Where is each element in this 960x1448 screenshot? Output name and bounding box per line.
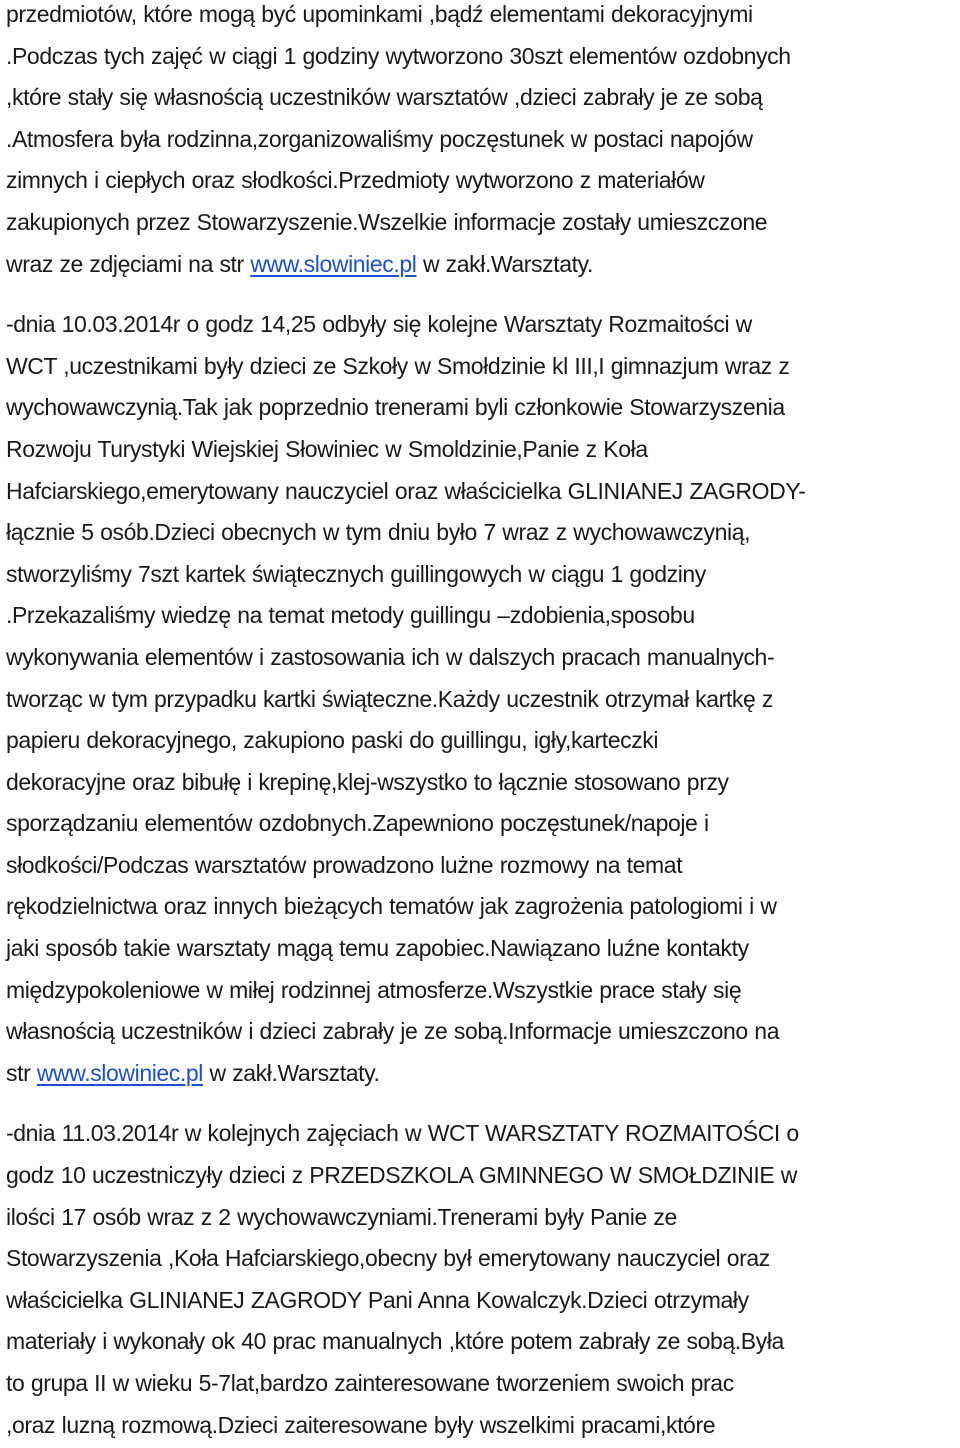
- text-line: zimnych i ciepłych oraz słodkości.Przedmioty wytworzono z materiałów: [6, 167, 705, 194]
- paragraph-workshop-11-03: [6, 1113, 956, 1446]
- text-line: słodkości/Podczas warsztatów prowadzono lużne rozmowy na temat: [6, 851, 683, 878]
- text-fragment: w zakł.Warsztaty.: [416, 250, 594, 277]
- text-line: wychowawczynią.Tak jak poprzednio trenerami byli członkowie Stowarzyszenia: [6, 394, 785, 421]
- text-fragment: str: [6, 1059, 37, 1086]
- text-line: Rozwoju Turystyki Wiejskiej Słowiniec w Smoldzinie,Panie z Koła: [6, 435, 648, 462]
- text-line: międzypokoleniowe w miłej rodzinnej atmosferze.Wszystkie prace stały się: [6, 976, 742, 1003]
- text-line: papieru dekoracyjnego, zakupiono paski do guillingu, igły,karteczki: [6, 727, 659, 754]
- text-line: ilości 17 osób wraz z 2 wychowawczyniami.Trenerami były Panie ze: [6, 1203, 677, 1230]
- text-line: Stowarzyszenia ,Koła Hafciarskiego,obecny był emerytowany nauczyciel oraz: [6, 1245, 770, 1272]
- text-line: własnością uczestników i dzieci zabrały je ze sobą.Informacje umieszczono na: [6, 1018, 780, 1045]
- text-line: Hafciarskiego,emerytowany nauczyciel oraz właścicielka GLINIANEJ ZAGRODY-: [6, 477, 806, 504]
- text-line: to grupa II w wieku 5-7lat,bardzo zainteresowane tworzeniem swoich prac: [6, 1370, 734, 1396]
- website-link[interactable]: www.slowiniec.pl: [250, 250, 417, 277]
- text-line: jaki sposób takie warsztaty mągą temu zapobiec.Nawiązano luźne kontakty: [6, 935, 749, 962]
- text-line: .Atmosfera była rodzinna,zorganizowaliśmy poczęstunek w postaci napojów: [6, 125, 753, 152]
- text-line-with-link: [6, 244, 956, 286]
- paragraph-workshop-10-03: [6, 304, 956, 1094]
- text-line: zakupionych przez Stowarzyszenie.Wszelkie informacje zostały umieszczone: [6, 208, 768, 235]
- text-line: stworzyliśmy 7szt kartek świątecznych guillingowych w ciągu 1 godziny: [6, 560, 706, 587]
- text-line: ,oraz luzną rozmową.Dzieci zaiteresowane były wszelkimi pracami,które: [6, 1411, 716, 1438]
- text-fragment: w zakł.Warsztaty.: [203, 1059, 380, 1086]
- text-line: -dnia 10.03.2014r o godz 14,25 odbyły się kolejne Warsztaty Rozmaitości w: [6, 311, 752, 338]
- text-fragment: wraz ze zdjęciami na str: [6, 250, 251, 277]
- text-line: łącznie 5 osób.Dzieci obecnych w tym dniu było 7 wraz z wychowawczynią,: [6, 519, 751, 546]
- text-line: ,które stały się własnością uczestników warsztatów ,dzieci zabrały je ze sobą: [6, 84, 763, 111]
- text-line: sporządzaniu elementów ozdobnych.Zapewniono poczęstunek/napoje i: [6, 810, 709, 837]
- text-line: tworząc w tym przypadku kartki świąteczne.Każdy uczestnik otrzymał kartkę z: [6, 685, 773, 712]
- text-line: przedmiotów, które mogą być upominkami ,bądź elementami dekoracyjnymi: [6, 1, 753, 27]
- text-line: właścicielka GLINIANEJ ZAGRODY Pani Anna Kowalczyk.Dzieci otrzymały: [6, 1286, 749, 1313]
- text-line: .Podczas tych zajęć w ciągi 1 godziny wytworzono 30szt elementów ozdobnych: [6, 42, 791, 69]
- text-line: .Przekazaliśmy wiedzę na temat metody guillingu –zdobienia,sposobu: [6, 602, 695, 629]
- text-line: materiały i wykonały ok 40 prac manualnych ,które potem zabrały ze sobą.Była: [6, 1328, 784, 1355]
- text-line-with-link: [6, 1053, 956, 1095]
- paragraph-spacer: [6, 285, 956, 304]
- website-link[interactable]: www.slowiniec.pl: [36, 1059, 203, 1086]
- text-line: wykonywania elementów i zastosowania ich w dalszych pracach manualnych-: [6, 643, 775, 670]
- text-line: godz 10 uczestniczyły dzieci z PRZEDSZKOLA GMINNEGO W SMOŁDZINIE w: [6, 1162, 797, 1189]
- text-line: dekoracyjne oraz bibułę i krepinę,klej-wszystko to łącznie stosowano przy: [6, 768, 729, 795]
- paragraph-workshop-summary: [6, 0, 956, 285]
- paragraph-spacer: [6, 1094, 956, 1113]
- text-line: WCT ,uczestnikami były dzieci ze Szkoły w Smołdzinie kl III,I gimnazjum wraz z: [6, 352, 790, 379]
- text-line: -dnia 11.03.2014r w kolejnych zajęciach w WCT WARSZTATY ROZMAITOŚCI o: [6, 1120, 799, 1147]
- document-page: [6, 0, 956, 1446]
- text-line: rękodzielnictwa oraz innych bieżących tematów jak zagrożenia patologiomi i w: [6, 893, 777, 920]
